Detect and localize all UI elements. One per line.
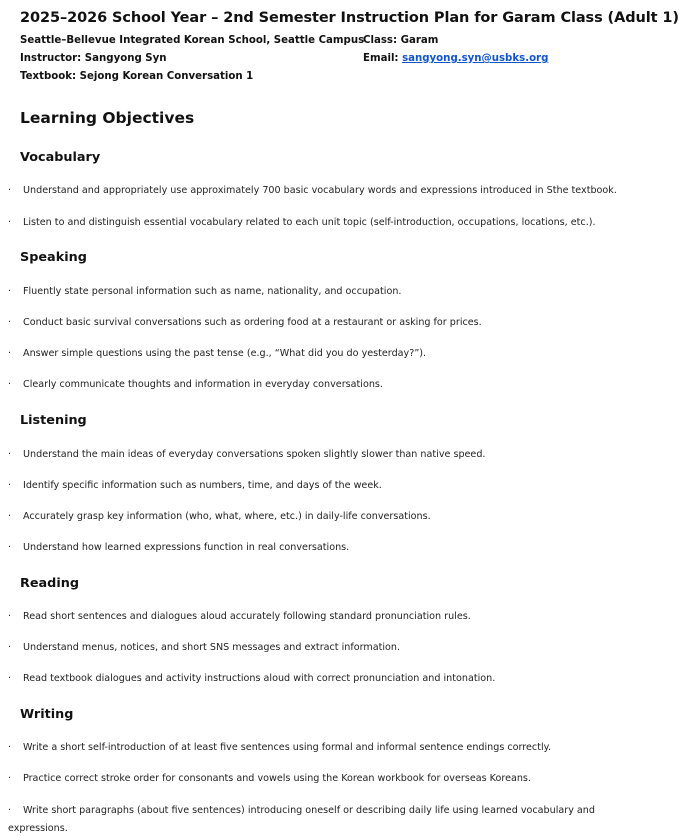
- bullet-glyph: ·: [8, 805, 12, 816]
- listening-heading: Listening: [20, 413, 87, 428]
- speaking-item-2: Conduct basic survival conversations such as ordering food at a restaurant or asking for prices.: [23, 317, 482, 328]
- reading-item-1: Read short sentences and dialogues aloud accurately following standard pronunciation rules.: [23, 611, 471, 622]
- bullet-glyph: ·: [8, 480, 12, 491]
- document-title: 2025–2026 School Year – 2nd Semester Instruction Plan for Garam Class (Adult 1): [20, 10, 679, 26]
- bullet-glyph: ·: [8, 217, 12, 228]
- writing-item-3: Write short paragraphs (about five sentences) introducing oneself or describing daily life using learned vocabulary and: [23, 805, 595, 816]
- bullet-glyph: ·: [8, 286, 12, 297]
- email-line: [363, 53, 548, 64]
- bullet-glyph: ·: [8, 317, 12, 328]
- instructor-label: Instructor: Sangyong Syn: [20, 53, 167, 64]
- list-item-continuation: [8, 823, 600, 834]
- writing-heading: Writing: [20, 707, 74, 722]
- listening-item-4: Understand how learned expressions function in real conversations.: [23, 542, 350, 553]
- writing-item-2: Practice correct stroke order for consonants and vowels using the Korean workbook for overseas Koreans.: [23, 773, 531, 784]
- listening-item-2: Identify specific information such as numbers, time, and days of the week.: [23, 480, 382, 491]
- vocabulary-heading: Vocabulary: [20, 150, 101, 165]
- bullet-glyph: ·: [8, 642, 12, 653]
- bullet-glyph: ·: [8, 379, 12, 390]
- learning-objectives-heading: Learning Objectives: [20, 109, 195, 127]
- listening-item-1: Understand the main ideas of everyday conversations spoken slightly slower than native speed.: [23, 449, 486, 460]
- bullet-glyph: ·: [8, 449, 12, 460]
- email-link[interactable]: sangyong.syn@usbks.org: [402, 53, 549, 64]
- speaking-item-1: Fluently state personal information such as name, nationality, and occupation.: [23, 286, 402, 297]
- bullet-glyph: ·: [8, 348, 12, 359]
- vocabulary-item-1: Understand and appropriately use approximately 700 basic vocabulary words and expressions introduced in Sthe textbook.: [23, 185, 617, 196]
- school-name: Seattle–Bellevue Integrated Korean School, Seattle Campus: [20, 35, 365, 46]
- bullet-glyph: ·: [8, 542, 12, 553]
- bullet-glyph: ·: [8, 611, 12, 622]
- speaking-heading: Speaking: [20, 250, 87, 265]
- bullet-glyph: ·: [8, 185, 12, 196]
- email-label: Email:: [363, 53, 403, 64]
- writing-item-3-continuation: expressions.: [8, 823, 68, 834]
- reading-item-3: Read textbook dialogues and activity instructions aloud with correct pronunciation and intonation.: [23, 673, 496, 684]
- speaking-item-3: Answer simple questions using the past tense (e.g., “What did you do yesterday?”).: [23, 348, 427, 359]
- textbook-label: Textbook: Sejong Korean Conversation 1: [20, 71, 254, 82]
- listening-item-3: Accurately grasp key information (who, what, where, etc.) in daily-life conversations.: [23, 511, 431, 522]
- class-label: Class: Garam: [363, 35, 439, 46]
- speaking-item-4: Clearly communicate thoughts and information in everyday conversations.: [23, 379, 383, 390]
- bullet-glyph: ·: [8, 511, 12, 522]
- reading-item-2: Understand menus, notices, and short SNS messages and extract information.: [23, 642, 401, 653]
- reading-heading: Reading: [20, 576, 79, 591]
- bullet-glyph: ·: [8, 673, 12, 684]
- writing-item-1: Write a short self-introduction of at least five sentences using formal and informal sentence endings correctly.: [23, 742, 551, 753]
- vocabulary-item-2: Listen to and distinguish essential vocabulary related to each unit topic (self-introduction, occupations, locations, etc.).: [23, 217, 596, 228]
- bullet-glyph: ·: [8, 773, 12, 784]
- bullet-glyph: ·: [8, 742, 12, 753]
